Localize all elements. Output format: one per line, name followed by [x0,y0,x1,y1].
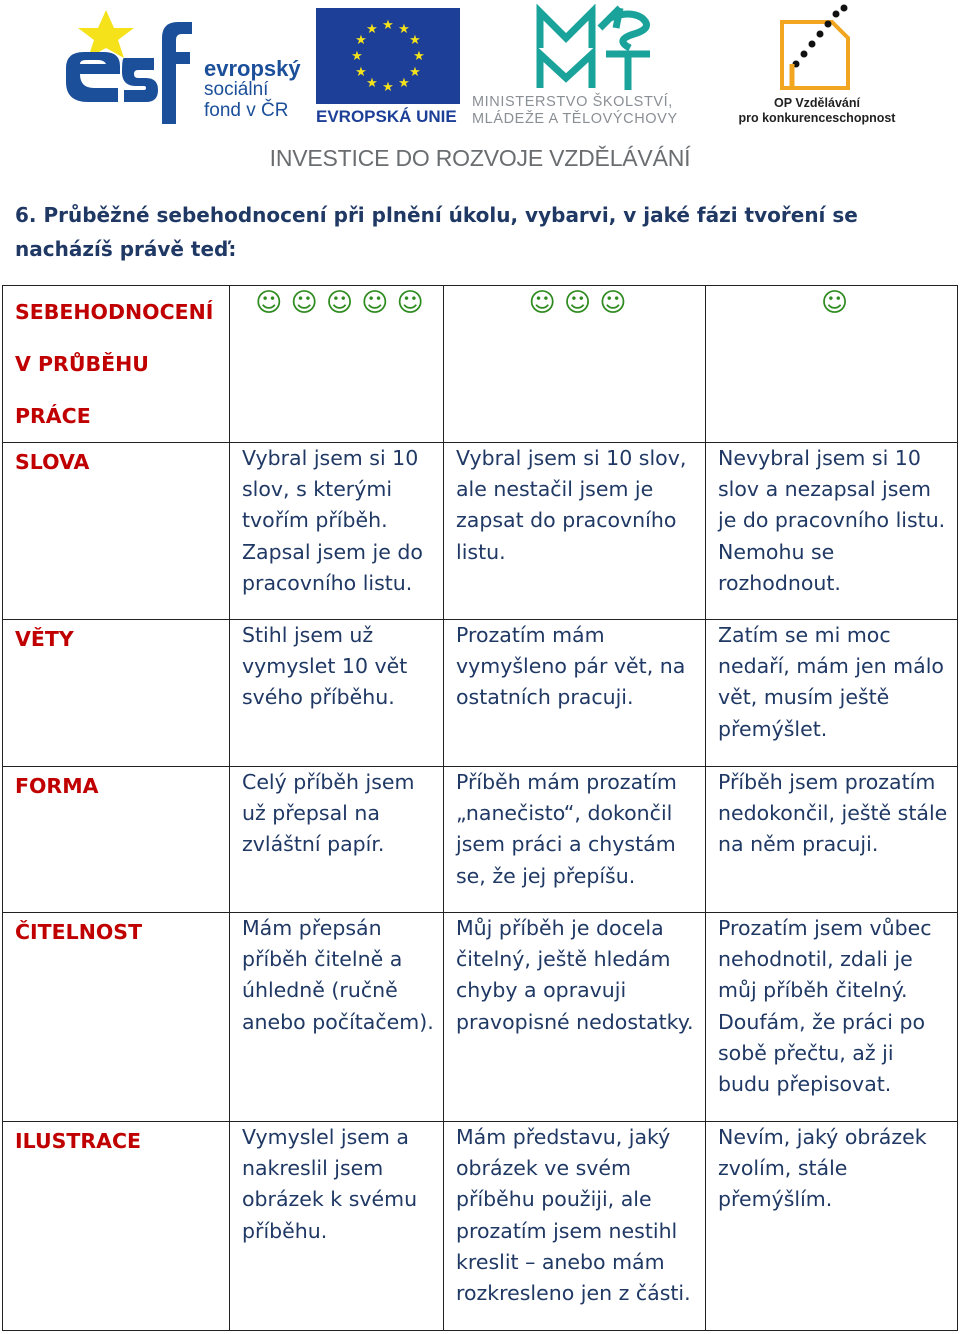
eu-flag [316,8,460,104]
smiley-icon: ☺ [820,288,849,318]
svg-text:★: ★ [382,80,394,95]
msmt-line1: MINISTERSTVO ŠKOLSTVÍ, [472,94,673,110]
table-row [3,443,958,620]
svg-text:★: ★ [413,49,425,64]
level-cell: Příběh jsem prozatím nedokončil, ještě stále na něm pracuji. [706,767,958,913]
esf-line2: sociální [204,79,269,100]
table-row [3,767,958,913]
msmt-line2: MLÁDEŽE A TĚLOVÝCHOVY [472,111,678,127]
smiley-icon: ☺ ☺ ☺ ☺ ☺ [255,288,424,318]
eu-stars-icon [316,8,460,104]
svg-text:★: ★ [409,33,421,48]
smiles-three [444,286,706,443]
table-row [3,620,958,767]
esf-line3: fond v ČR [204,100,289,121]
svg-text:★: ★ [409,65,421,80]
smiles-five [230,286,444,443]
level-cell: Vymyslel jsem a nakreslil jsem obrázek k svému příběhu. [230,1122,444,1331]
level-cell: Zatím se mi moc nedaří, mám jen málo vět, musím ještě přemýšlet. [706,620,958,767]
esf-logo [58,8,196,124]
level-cell: Mám představu, jaký obrázek ve svém příběhu použiji, ale prozatím jsem nestihl kreslit – anebo mám rozkresleno jen z části. [444,1122,706,1331]
criterion-label: VĚTY [3,620,230,767]
level-cell: Vybral jsem si 10 slov, ale nestačil jsem je zapsat do pracovního listu. [444,443,706,620]
level-cell: Stihl jsem už vymyslet 10 vět svého příběhu. [230,620,444,767]
svg-text:★: ★ [366,22,378,37]
svg-text:★: ★ [398,76,410,91]
criterion-label: ČITELNOST [3,913,230,1122]
criterion-label: SLOVA [3,443,230,620]
svg-text:★: ★ [355,65,367,80]
tagline: INVESTICE DO ROZVOJE VZDĚLÁVÁNÍ [269,145,691,171]
eu-caption: EVROPSKÁ UNIE [316,107,457,126]
op-logo [752,4,862,96]
esf-line1: evropský [204,56,301,81]
level-cell: Nevybral jsem si 10 slov a nezapsal jsem je do pracovního listu. Nemohu se rozhodnout. [706,443,958,620]
table-row [3,1122,958,1331]
level-cell: Vybral jsem si 10 slov, s kterými tvořím příběh. Zapsal jsem je do pracovního listu. [230,443,444,620]
header-label: SEBEHODNOCENÍ V PRŮBĚHU PRÁCE [3,286,230,443]
msmt-caption [472,94,732,128]
criterion-label: ILUSTRACE [3,1122,230,1331]
level-cell: Mám přepsán příběh čitelně a úhledně (ručně anebo počítačem). [230,913,444,1122]
smiles-one [706,286,958,443]
svg-text:★: ★ [398,22,410,37]
level-cell: Můj příběh je docela čitelný, ještě hledám chyby a opravuji pravopisné nedostatky. [444,913,706,1122]
svg-text:★: ★ [382,18,394,33]
esf-caption [204,58,314,121]
op-line2: pro konkurenceschopnost [738,111,896,125]
msmt-logo [530,4,660,92]
level-cell: Celý příběh jsem už přepsal na zvláštní papír. [230,767,444,913]
task-heading: 6. Průběžné sebehodnocení při plnění úkolu, vybarvi, v jaké fázi tvoření se nacházíš právě teď: [15,203,858,261]
table-row [3,913,958,1122]
svg-text:★: ★ [366,76,378,91]
criterion-label: FORMA [3,767,230,913]
table-header-row [3,286,958,443]
op-caption [732,96,902,126]
op-line1: OP Vzdělávání [774,96,860,110]
logo-header [0,0,960,175]
svg-text:★: ★ [355,33,367,48]
level-cell: Prozatím mám vymyšleno pár vět, na ostatních pracuji. [444,620,706,767]
smiley-icon: ☺ ☺ ☺ [528,288,627,318]
self-assessment-table [2,285,958,1331]
svg-text:★: ★ [351,49,363,64]
level-cell: Nevím, jaký obrázek zvolím, stále přemýšlím. [706,1122,958,1331]
level-cell: Prozatím jsem vůbec nehodnotil, zdali je můj příběh čitelný. Doufám, že práci po sobě přečtu, až ji budu přepisovat. [706,913,958,1122]
level-cell: Příběh mám prozatím „nanečisto“, dokončil jsem práci a chystám se, že jej přepíšu. [444,767,706,913]
